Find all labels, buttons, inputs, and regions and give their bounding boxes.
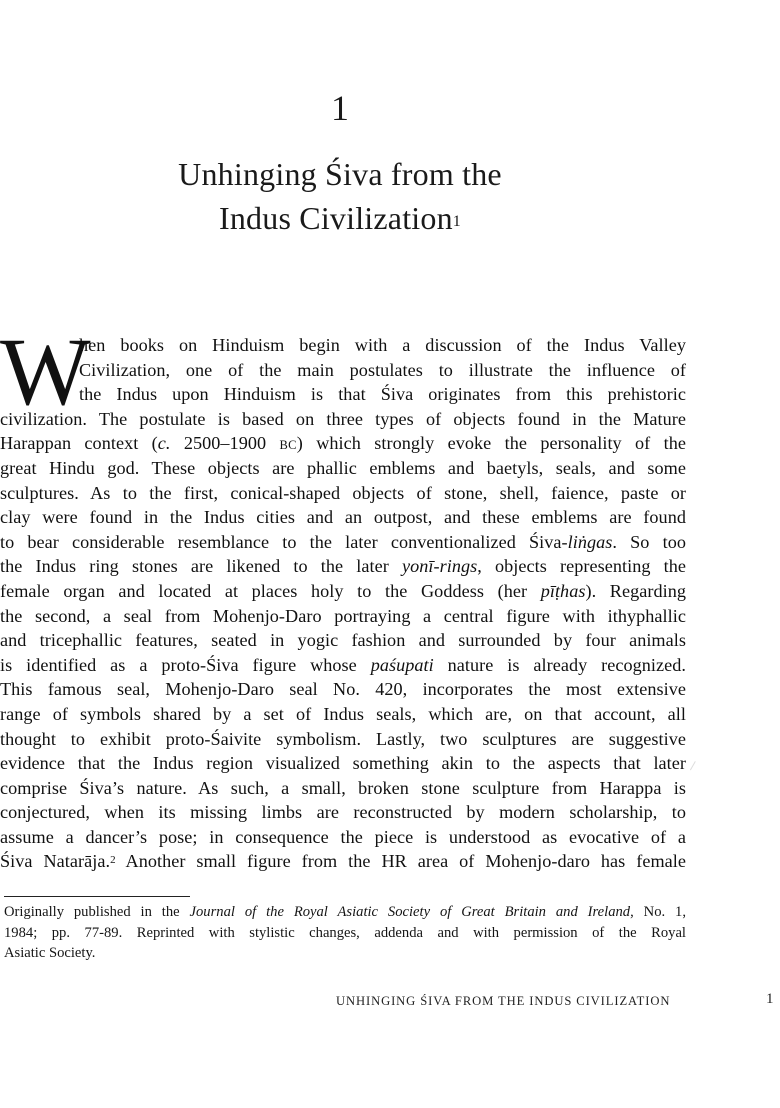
footnote-line: Asiatic Society. [4, 945, 96, 961]
footnote-line [4, 902, 686, 923]
body-line [0, 825, 686, 850]
body-text-run: ) which strongly evoke the personality of the [296, 433, 686, 454]
footnote-rule [4, 896, 190, 897]
small-caps-era: BC [279, 438, 297, 453]
body-line [0, 481, 686, 506]
body-line [0, 579, 686, 604]
body-text-run: to bear considerable resemblance to the later conventionalized Śiva- [0, 531, 568, 552]
footnote-text: Originally published in the [4, 904, 190, 920]
body-text-run: nature is already recognized. [433, 654, 686, 675]
chapter-title-line-2 [0, 196, 680, 240]
italic-term: paśupati [370, 654, 434, 675]
journal-title: Journal of the Royal Asiatic Society of Great Britain and Ireland [189, 904, 631, 920]
body-line [0, 382, 686, 407]
body-text-run: clay were found in the Indus cities and an outpost, and these emblems are found [0, 507, 686, 528]
body-line [0, 702, 686, 727]
body-line [0, 800, 686, 825]
body-text-run: 2500–1900 [170, 433, 280, 454]
body-line [0, 849, 686, 874]
body-text-run: Harappan context ( [0, 433, 158, 454]
italic-term: pīṭhas [540, 580, 586, 601]
page-number: 1 [766, 991, 774, 1007]
body-line [0, 407, 686, 432]
body-text-run: assume a dancer’s pose; in consequence the piece is understood as evocative of a [0, 826, 686, 847]
body-text-run: Civilization, one of the main postulates to illustrate the influence of [79, 359, 686, 380]
body-text-run: thought to exhibit proto-Śaivite symbolism. Lastly, two sculptures are suggestive [0, 728, 686, 749]
chapter-title-text: Indus Civilization [218, 200, 453, 236]
body-text-run: female organ and located at places holy to the Goddess (her [0, 580, 541, 601]
body-text-run: evidence that the Indus region visualized something akin to the aspects that later [0, 753, 686, 774]
body-line [0, 776, 686, 801]
body-text [0, 318, 687, 874]
dropcap: W [0, 318, 91, 425]
body-line [0, 333, 686, 358]
body-text-run: comprise Śiva’s nature. As such, a small, broken stone sculpture from Harappa is [0, 777, 686, 798]
italic-term: liṅgas [567, 531, 613, 552]
body-line [0, 505, 686, 530]
body-text-run: and tricephallic features, seated in yogic fashion and surrounded by four animals [0, 630, 686, 651]
body-line [0, 727, 686, 752]
body-line [0, 431, 686, 456]
italic-term: c. [157, 433, 171, 454]
body-text-run: is identified as a proto-Śiva figure whose [0, 654, 371, 675]
body-text-run: the Indus ring stones are likened to the later [0, 556, 402, 577]
footnote-line: 1984; pp. 77-89. Reprinted with stylistic changes, addenda and with permission of the Royal [4, 924, 686, 941]
title-footnote-ref: 1 [452, 213, 461, 230]
body-text-run: the second, a seal from Mohenjo-Daro portraying a central figure with ithyphallic [0, 605, 686, 626]
chapter-number: 1 [331, 88, 349, 128]
body-line [0, 677, 686, 702]
body-line [0, 628, 686, 653]
scan-mark [690, 761, 700, 773]
body-text-run: This famous seal, Mohenjo-Daro seal No. 420, incorporates the most extensive [0, 679, 686, 700]
body-text-run: civilization. The postulate is based on three types of objects found in the Mature [0, 408, 686, 429]
chapter-title [0, 152, 680, 240]
body-text-run: range of symbols shared by a set of Indus seals, which are, on that account, all [0, 703, 686, 724]
body-line [0, 530, 686, 555]
body-text-run: the Indus upon Hinduism is that Śiva originates from this prehistoric [79, 384, 686, 405]
body-text-run: Another small figure from the HR area of Mohenjo-daro has female [115, 851, 687, 872]
body-text-run: , objects representing the [477, 556, 686, 577]
chapter-title-line-1: Unhinging Śiva from the [178, 156, 502, 192]
body-line [0, 554, 686, 579]
body-line [0, 456, 686, 481]
body-line [0, 604, 686, 629]
body-text-run: great Hindu god. These objects are phallic emblems and baetyls, seals, and some [0, 457, 686, 478]
body-text-run: sculptures. As to the first, conical-shaped objects of stone, shell, faience, paste or [0, 482, 686, 503]
body-text-run: Śiva Natarāja. [0, 851, 111, 872]
body-line [0, 358, 686, 383]
italic-term: yonī-rings [401, 556, 478, 577]
running-head: UNHINGING ŚIVA FROM THE INDUS CIVILIZATION [336, 994, 671, 1008]
footnote-text: , No. 1, [630, 904, 686, 920]
body-text-run: conjectured, when its missing limbs are reconstructed by modern scholarship, to [0, 802, 686, 823]
body-text-run: . So too [612, 531, 686, 552]
footnote [4, 902, 686, 964]
body-line [0, 751, 686, 776]
body-text-run: hen books on Hinduism begin with a discussion of the Indus Valley [79, 335, 686, 355]
body-text-run: ). Regarding [585, 580, 686, 601]
footnote-ref: 2 [110, 854, 116, 867]
body-line [0, 653, 686, 678]
